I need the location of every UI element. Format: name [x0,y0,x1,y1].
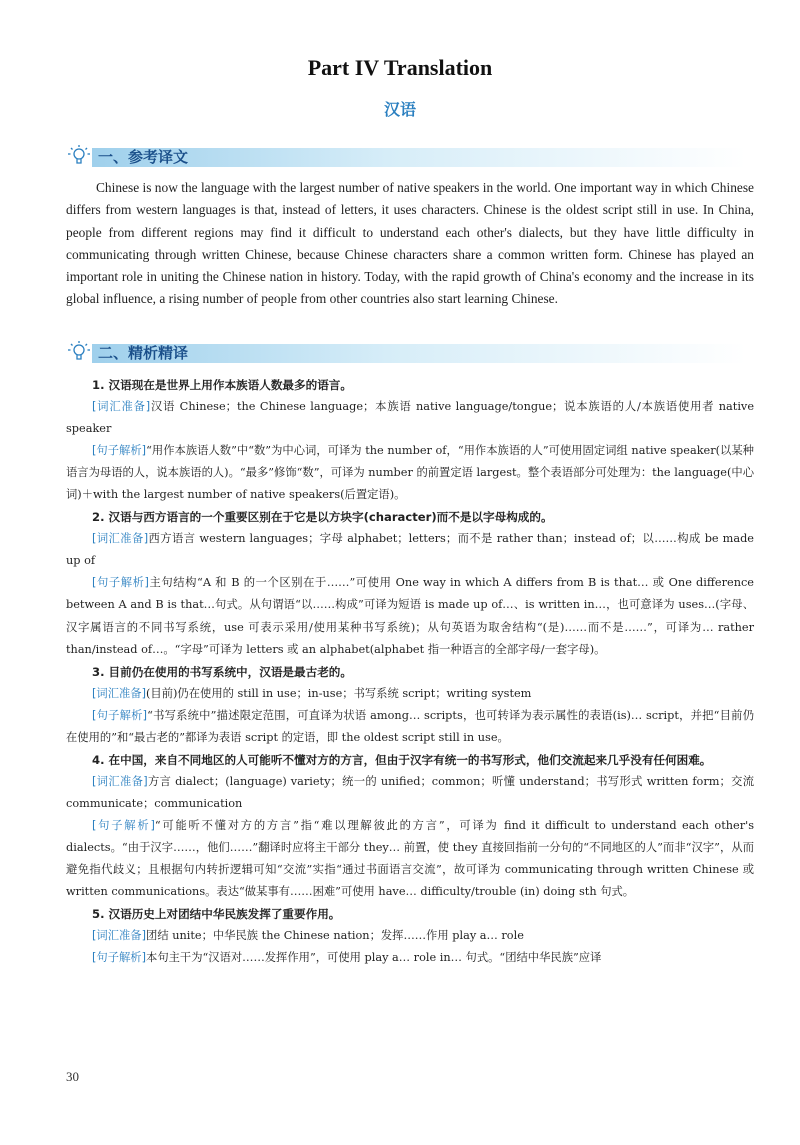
page-title: Part IV Translation [307,55,493,80]
section-header-reference [66,146,746,168]
vocab-4: [词汇准备]方言 dialect；(language) variety；统一的 unified；common；听懂 understand；书写形式 written form；交流 communicate；communication [66,774,754,810]
question-3: 3. 目前仍在使用的书写系统中，汉语是最古老的。 [92,664,352,679]
question-1: 1. 汉语现在是世界上用作本族语人数最多的语言。 [92,378,352,392]
section-label: 二、精析精译 [98,344,189,362]
vocab-1: [词汇准备]汉语 Chinese；the Chinese language；本族语 native language/tongue；说本族语的人/本族语使用者 native speaker [66,400,754,436]
page-subtitle: 汉语 [383,100,416,119]
section-header-analysis [66,342,746,364]
page-number: 30 [66,1069,79,1084]
parse-1: [句子解析]“用作本族语人数”中“数”为中心词，可译为 the number of，“用作本族语的人”可使用固定词组 native speaker(以某种语言为母语的人，说本族语的人)。“最多”修饰“数”，可译为 number 的前置定语 largest。整个表语部分可处理为：the language(中心词)＋with the largest number of native speakers(后置定语)。 [66,444,754,502]
analysis-block [66,374,754,969]
question-4: 4. 在中国，来自不同地区的人可能听不懂对方的方言，但由于汉字有统一的书写形式，他们交流起来几乎没有任何困难。 [92,752,712,767]
parse-2: [句子解析]主句结构“A 和 B 的一个区别在于……”可使用 One way in which A differs from B is that… 或 One difference between A and B is that…句式。从句谓语“以……构成”可译为短语 is made up of…、is written in…，也可意译为 uses…(字母、汉字属语言的不同书写系统，use 可表示采用/使用某种书写系统)；从句英语为取舍结构“(是)……而不是……”，可译为… rather than/instead of…。“字母”可译为 letters 或 an alphabet(alphabet 指一种语言的全部字母/一套字母)。 [66,576,754,656]
lightbulb-icon [66,143,92,169]
vocab-5: [词汇准备]团结 unite；中华民族 the Chinese nation；发挥……作用 play a… role [92,929,524,943]
reference-translation [66,177,754,311]
parse-3: [句子解析]“书写系统中”描述限定范围，可直译为状语 among… scripts，也可转译为表示属性的表语(is)… script，并把“目前仍在使用的”和“最古老的”都译为表语 script 的定语，即 the oldest script still in use。 [66,708,754,744]
vocab-2: [词汇准备]西方语言 western languages；字母 alphabet；letters；而不是 rather than；instead of；以……构成 be made up of [66,532,754,568]
vocab-3: [词汇准备](目前)仍在使用的 still in use；in-use；书写系统 script；writing system [92,686,532,700]
reference-paragraph: Chinese is now the language with the largest number of native speakers in the world. One important way in which Chinese differs from western languages is that, instead of letters, it uses characters. Chinese is the oldest script still in use. In China, people from different regions may find it difficult to understand each other's dialects, but they have little difficulty in communicating through written Chinese, because Chinese characters share a common written form. Chinese has played an important role in uniting the Chinese nation in history. Today, with the rapid growth of China's economy and the increase in its global influence, a rising number of people from other countries also start learning Chinese. [66,180,754,307]
question-2: 2. 汉语与西方语言的一个重要区别在于它是以方块字(character)而不是以字母构成的。 [92,510,553,525]
section-label: 一、参考译文 [98,148,189,166]
parse-4: [句子解析]“可能听不懂对方的方言”指“难以理解彼此的方言”，可译为 find it difficult to understand each other's dialects。“由于汉字……，他们……”翻译时应将主干部分 they… 前置，使 they 直接回指前一分句的“不同地区的人”而非“汉字”，从而避免指代歧义；且根据句内转折逻辑可知“交流”实指“通过书面语言交流”，故可译为 communicating through written Chinese 或 written communications。表达“做某事有……困难”可使用 have… difficulty/trouble (in) doing sth 句式。 [66,818,754,899]
lightbulb-icon [66,339,92,365]
parse-5: [句子解析]本句主干为“汉语对……发挥作用”，可使用 play a… role in… 句式。“团结中华民族”应译 [92,951,602,965]
question-5: 5. 汉语历史上对团结中华民族发挥了重要作用。 [92,907,341,922]
